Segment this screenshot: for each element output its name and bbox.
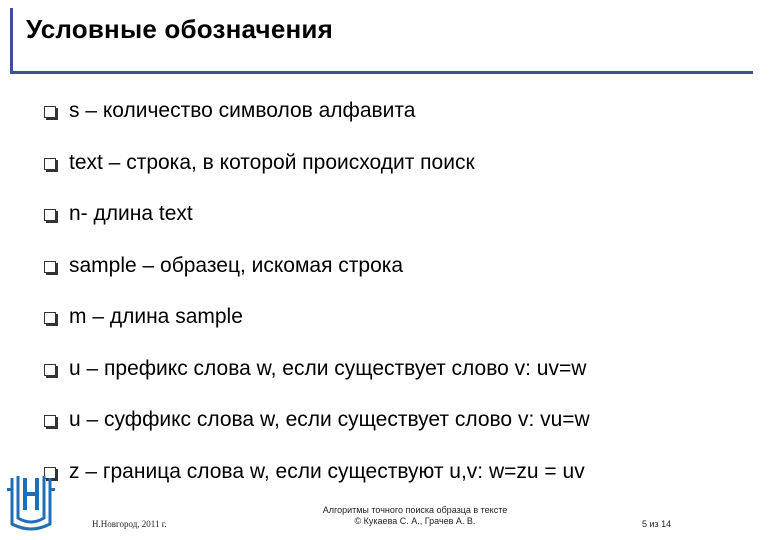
list-item — [44, 407, 590, 459]
list-item — [44, 150, 590, 202]
page-title: Условные обозначения — [26, 14, 333, 44]
footer-authors: © Кукаева С. А., Грачев А. В. — [354, 516, 476, 526]
checkbox-icon — [44, 209, 56, 221]
bullet-text: n- длина text — [69, 202, 193, 225]
bullet-text: m – длина sample — [69, 305, 243, 328]
checkbox-icon — [44, 415, 56, 427]
checkbox-icon — [44, 312, 56, 324]
list-item — [44, 304, 590, 356]
list-item — [44, 459, 590, 511]
checkbox-icon — [44, 261, 56, 273]
bullet-text: z – граница слова w, если существуют u,v: w=zu = uv — [69, 459, 585, 483]
checkbox-icon — [44, 106, 56, 118]
footer-location-year: Н.Новгород, 2011 г. — [92, 519, 167, 529]
bullet-text: sample – образец, искомая строка — [69, 253, 404, 277]
footer-course-title: Алгоритмы точного поиска образца в тексте — [322, 505, 508, 515]
checkbox-icon — [44, 158, 56, 170]
page-number: 5 из 14 — [642, 519, 672, 529]
bullet-list — [44, 98, 590, 510]
bullet-text: u – префикс слова w, если существует слово v: uv=w — [69, 356, 587, 380]
bullet-text: s – количество символов алфавита — [69, 99, 416, 122]
bullet-text: text – строка, в которой происходит поиск — [69, 150, 475, 174]
footer-course-info — [300, 505, 530, 527]
checkbox-icon — [44, 364, 56, 376]
list-item — [44, 201, 590, 253]
list-item — [44, 356, 590, 408]
list-item — [44, 253, 590, 305]
list-item — [44, 98, 590, 150]
university-logo-icon — [4, 468, 58, 534]
bullet-text: u – суффикс слова w, если существует слово v: vu=w — [69, 408, 590, 431]
